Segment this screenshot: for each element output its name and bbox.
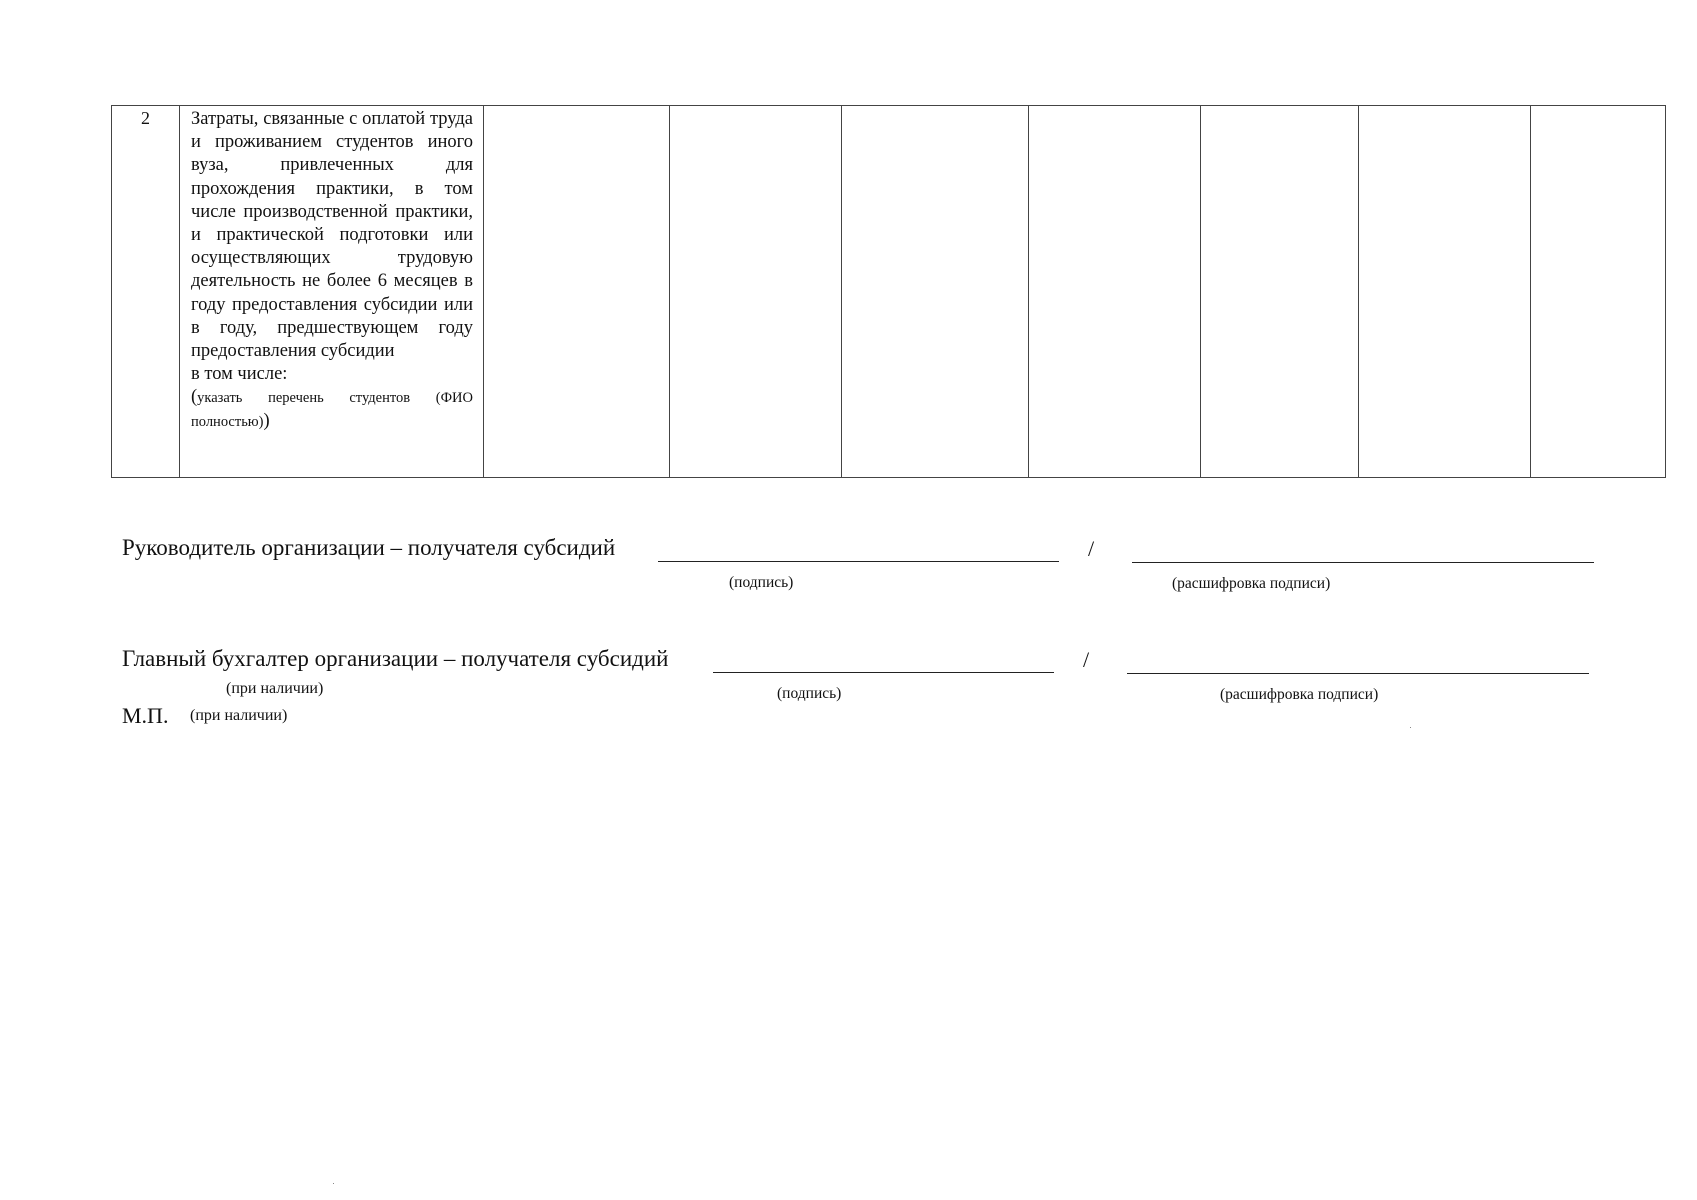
head-decoding-line: [1132, 562, 1594, 563]
stamp-label: М.П.: [122, 703, 169, 728]
row-number: 2: [141, 108, 150, 128]
accountant-slash: /: [1083, 647, 1090, 672]
row-note: [191, 386, 473, 434]
head-caption-decoding: (расшифровка подписи): [1172, 575, 1331, 592]
accountant-if-any: (при наличии): [226, 680, 324, 697]
stamp-if-any: (при наличии): [190, 707, 288, 724]
row-description: Затраты, связанные с оплатой труда и проживанием студентов иного вуза, привлеченных для прохождения практики, в том числе производственной практики, и практической подготовки или осуществляющих трудовую деятельность не более 6 месяцев в году предоставления субсидии или в году, предшествующем году предоставления субсидии: [191, 109, 473, 362]
note-text: указать перечень студентов (ФИО полностью): [191, 390, 473, 431]
accountant-signature-line: [713, 672, 1054, 673]
empty-cell: [842, 106, 1029, 478]
cost-table: [111, 105, 1666, 478]
head-signature-label: Руководитель организации – получателя субсидий: [122, 535, 616, 560]
table-row: [112, 106, 1666, 478]
empty-cell: [1359, 106, 1531, 478]
row-number-cell: [112, 106, 180, 478]
empty-cell: [484, 106, 670, 478]
accountant-caption-decoding: (расшифровка подписи): [1220, 686, 1379, 703]
accountant-decoding-line: [1127, 673, 1589, 674]
accountant-caption-signature: (подпись): [777, 685, 842, 702]
note-close-paren: ): [263, 411, 270, 432]
row-description-sub: в том числе:: [191, 364, 288, 385]
empty-cell: [1201, 106, 1359, 478]
head-caption-signature: (подпись): [729, 574, 794, 591]
empty-cell: [1531, 106, 1666, 478]
note-open-paren: (: [191, 387, 198, 408]
empty-cell: [1029, 106, 1201, 478]
scan-speck: [1410, 727, 1411, 728]
row-description-cell: [180, 106, 484, 478]
empty-cell: [670, 106, 842, 478]
head-slash: /: [1088, 536, 1095, 561]
head-signature-line: [658, 561, 1059, 562]
accountant-signature-label: Главный бухгалтер организации – получателя субсидий: [122, 646, 669, 671]
scan-speck: [333, 1183, 334, 1184]
